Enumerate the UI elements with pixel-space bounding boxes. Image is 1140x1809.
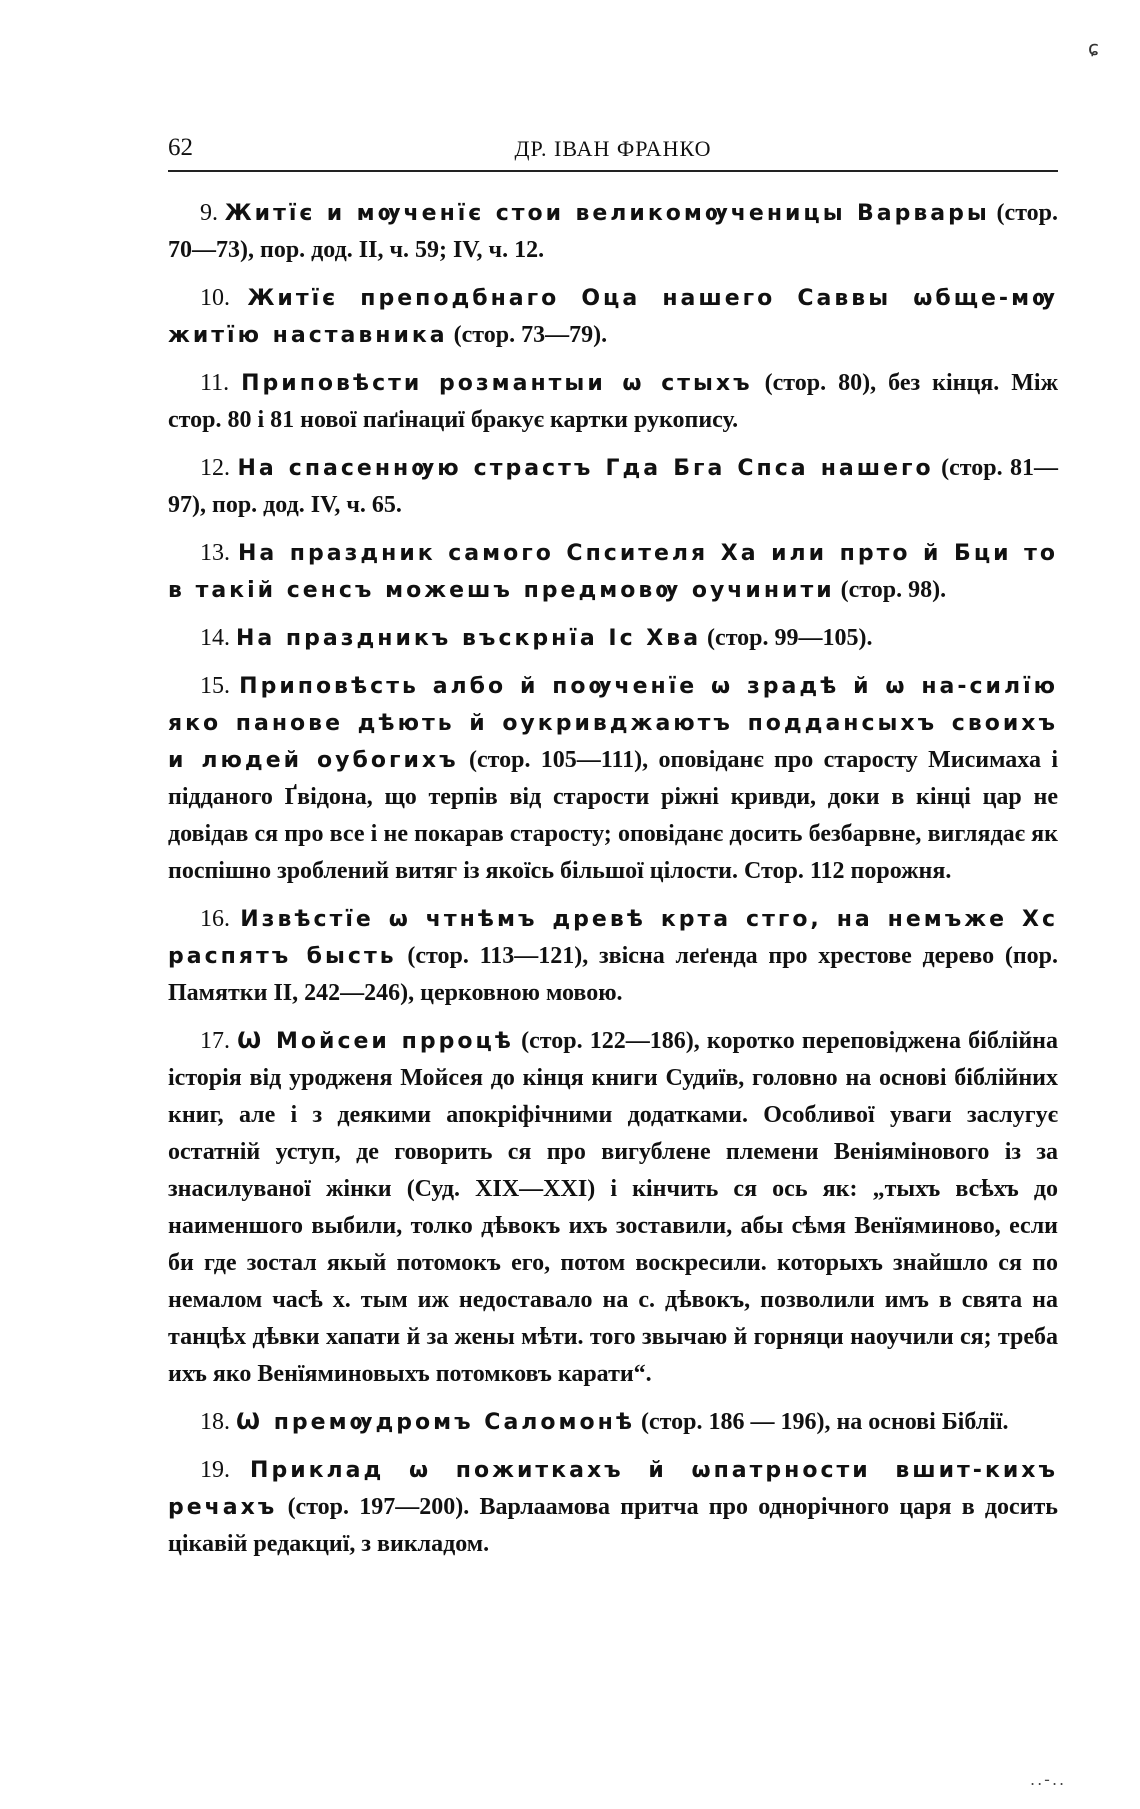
entry-description: (стор. 122—186), коротко переповіджена біблійна історія від уродженя Мойсея до кінця книги Судиїв, головно на основі біблійних книг, але і з деякими апокріфічними додатками. Особливої уваги заслугує остатній уступ, де говорить ся про вигублене племени Веніямінового із за знасилуваної жінки (Суд. XIX—XXI) і кінчить ся ось як: „тыхъ всѣхъ до наименшого выбили, толко дѣвокъ ихъ зоставили, абы сѣмя Венїяминово, если би где зостал якый потомокъ его, потом воскресили. которыхъ знайшло ся по немалом часѣ х. тым иж недоставало на с. дѣвокъ, позволили имъ в свята на танцѣх дѣвки хапати й за жены мѣти. того звычаю й горняци наоучили ся; треба ихъ яко Венїяминовыхъ потомковъ карати“.: [168, 1028, 1059, 1387]
entry-19: [168, 1452, 1058, 1563]
entry-number: 14.: [200, 625, 230, 651]
entry-18: [168, 1404, 1058, 1441]
entry-number: 19.: [200, 1457, 230, 1483]
entry-description: (стор. 81—97), пор. дод. IV, ч. 65.: [168, 455, 1059, 518]
page-header: [168, 128, 1058, 172]
slavonic-title: Житїє преподбнаго Оца нашего Саввы ѡбще-мѹ житїю наставника: [168, 286, 1059, 348]
entry-description: (стор. 98).: [840, 577, 947, 603]
entry-description: (стор. 197—200). Варлаамова притча про однорічного царя в досить цікавій редакциї, з викладом.: [168, 1494, 1059, 1557]
running-head: ДР. ІВАН ФРАНКО: [514, 136, 712, 161]
entry-16: [168, 901, 1058, 1012]
entry-number: 10.: [200, 285, 230, 311]
entry-10: [168, 280, 1058, 354]
corner-mark: ɕ: [1088, 36, 1099, 60]
slavonic-title: Приповѣсти розмантыи ѡ стыхъ: [241, 371, 753, 396]
slavonic-title: Житїє и мѹченїє стои великомѹченицы Варвары: [224, 201, 990, 226]
entry-number: 12.: [200, 455, 230, 481]
slavonic-title: Приповѣсть албо й поѹченїе ѡ зрадѣ й ѡ на-силїю яко панове дѣють й оукривджаютъ поддансыхъ своихъ и людей оубогихъ: [168, 674, 1058, 773]
page-number: 62: [168, 134, 193, 161]
slavonic-title: Ѡ премѹдромъ Саломонѣ: [236, 1410, 636, 1435]
entry-15: [168, 668, 1058, 890]
entry-number: 13.: [200, 540, 230, 566]
entry-11: [168, 365, 1058, 439]
slavonic-title: Приклад ѡ пожиткахъ й ѡпатрности вшит-кихъ речахъ: [168, 1458, 1059, 1520]
entry-description: (стор. 99—105).: [707, 625, 873, 651]
main-text: [168, 195, 1058, 1574]
entry-13: [168, 535, 1058, 609]
entry-number: 15.: [200, 673, 230, 699]
entry-description: (стор. 73—79).: [453, 322, 608, 348]
entry-9: [168, 195, 1058, 269]
entry-description: (стор. 113—121), звісна леґенда про хрестове дерево (пор. Памятки II, 242—246), церковною мовою.: [168, 943, 1058, 1006]
entry-description: (стор. 105—111), оповіданє про старосту Мисимаха і підданого Ґвідона, що терпів від старости ріжні кривди, доки в кінці цар не довідав ся про все і не покарав старосту; оповіданє досить безбарвне, виглядає як поспішно зроблений витяг із якоїсь більшої цілости. Стор. 112 порожня.: [168, 747, 1059, 884]
entry-number: 11.: [200, 370, 230, 396]
entry-description: (стор. 186 — 196), на основі Біблії.: [641, 1409, 1009, 1435]
slavonic-title: На праздник самого Спсителя Ха или прто й Бци то в такій сенсъ можешъ предмовѹ оучинити: [168, 541, 1058, 603]
entry-12: [168, 450, 1058, 524]
entry-description: (стор. 70—73), пор. дод. II, ч. 59; IV, ч. 12.: [168, 200, 1059, 263]
slavonic-title: На спасеннѹю страстъ Гда Бга Спса нашего: [237, 456, 934, 481]
entry-number: 16.: [200, 906, 230, 932]
entry-number: 17.: [200, 1028, 230, 1054]
entry-14: [168, 620, 1058, 657]
entry-number: 9.: [200, 200, 218, 226]
slavonic-title: Извѣстїе ѡ чтнѣмъ древѣ крта стго, на немъже Хс распятъ бысть: [168, 907, 1058, 969]
slavonic-title: Ѡ Мойсеи прроцѣ: [237, 1029, 514, 1054]
slavonic-title: На праздникъ въскрнїа Іс Хва: [236, 626, 702, 651]
entry-number: 18.: [200, 1409, 230, 1435]
entry-17: [168, 1023, 1058, 1393]
bottom-mark: ..-..: [1030, 1770, 1067, 1789]
entry-description: (стор. 80), без кінця. Між стор. 80 і 81 нової паґінациї бракує картки рукопису.: [168, 370, 1058, 433]
